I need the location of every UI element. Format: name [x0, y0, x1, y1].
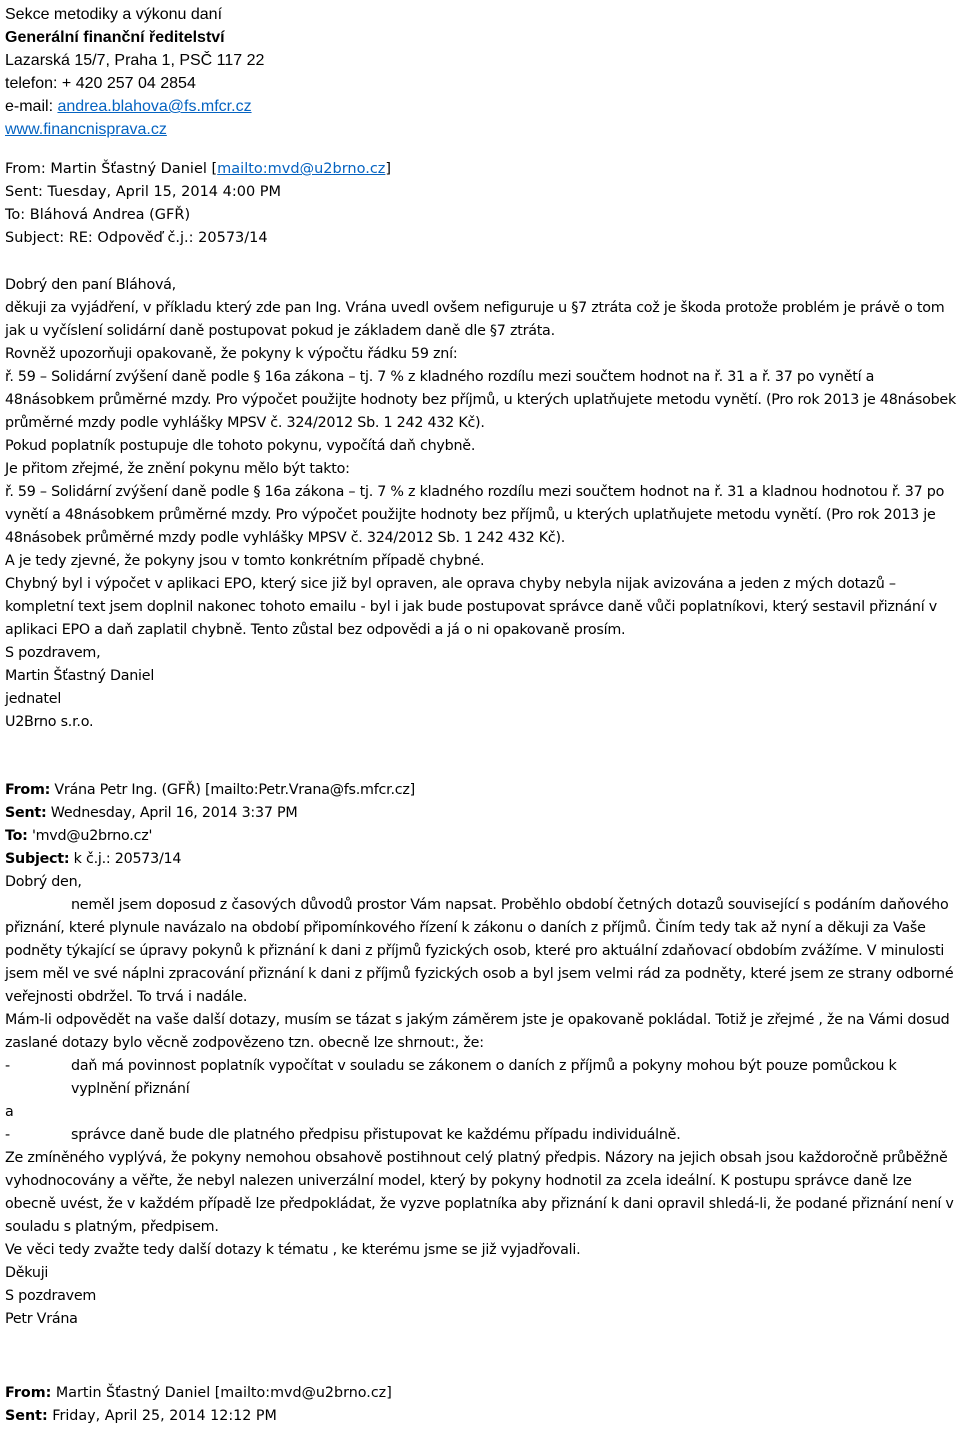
email2 [5, 779, 957, 1331]
email1-paragraph: S pozdravem, [5, 645, 101, 661]
email2-to [5, 825, 957, 848]
email2-sent [5, 802, 957, 825]
email1-paragraph: ř. 59 – Solidární zvýšení daně podle § 16a zákona – tj. 7 % z kladného rozdílu mezi součtem hodnot na ř. 31 a kladnou hodnotou ř. 37 po vynětí a 48násobkem průměrné mzdy. Pro výpočet použijte hodnoty bez příjmů, u kterých uplatňujete metodu vynětí. (Pro rok 2013 je 48násobek průměrné mzdy podle vyhlášky MPSV č. 324/2012 Sb. 1 242 432 Kč). [5, 484, 945, 546]
email3-header [5, 1382, 392, 1428]
email1-paragraph: A je tedy zjevné, že pokyny jsou v tomto konkrétním případě chybné. [5, 553, 485, 569]
email3-sent [5, 1405, 392, 1428]
email2-closing-1: Děkuji [5, 1265, 49, 1281]
email2-and: a [5, 1104, 14, 1120]
email2-closing-2: S pozdravem [5, 1288, 97, 1304]
email2-paragraph-2: Mám-li odpovědět na vaše další dotazy, musím se tázat s jakým záměrem jste je opakovaně pokládal. Totiž je zřejmé , že na Vámi dosud zaslané dotazy bylo věcně zodpovězeno tzn. obecně lze shrnout:, že: [5, 1012, 950, 1051]
email2-sent-label: Sent: [5, 805, 47, 821]
signature-block [5, 3, 264, 141]
bullet-dash: - [5, 1127, 10, 1143]
email2-subject [5, 848, 957, 871]
email3-from-value: Martin Šťastný Daniel [mailto:mvd@u2brno.cz] [51, 1385, 392, 1401]
email1-paragraph: U2Brno s.r.o. [5, 714, 94, 730]
email2-bullet-2 [5, 1124, 957, 1147]
signature-web-link[interactable]: www.financnisprava.cz [5, 121, 167, 138]
email3-from-label: From: [5, 1385, 52, 1401]
signature-phone: telefon: + 420 257 04 2854 [5, 75, 196, 92]
email2-from-label: From: [5, 782, 51, 798]
email1-paragraph: Chybný byl i výpočet v aplikaci EPO, který sice již byl opraven, ale oprava chyby nebyla nijak avizována a jeden z mých dotazů – kompletní text jsem doplnil nakonec tohoto emailu - byl i jak bude postupovat správce daně vůči poplatníkovi, který sestavil přiznání v aplikaci EPO a daň zaplatil chybně. Tento zůstal bez odpovědi a já o ni opakovaně prosím. [5, 576, 937, 638]
bullet-text: správce daně bude dle platného předpisu přistupovat ke každému případu individuálně. [71, 1127, 681, 1143]
email1-paragraph: Je přitom zřejmé, že znění pokynu mělo být takto: [5, 461, 350, 477]
email2-paragraph-3: Ze zmíněného vyplývá, že pokyny nemohou obsahově postihnout celý platný předpis. Názory na jejich obsah jsou každoročně průběžně vyhodnocovány a věřte, že nebyl nalezen univerzální model, který by pokyny hodnotil za zcela ideální. K postupu správce daně lze obecně uvést, že v každém případě lze předpokládat, že vyzve poplatníka aby přiznání k dani opravil shledá-li, že podané přiznání není v souladu s platným, předpisem. [5, 1150, 954, 1235]
email2-subject-value: k č.j.: 20573/14 [69, 851, 182, 867]
email2-to-label: To: [5, 828, 28, 844]
email1-header [5, 158, 391, 250]
email2-to-value: 'mvd@u2brno.cz' [27, 828, 153, 844]
email2-paragraph-1: neměl jsem doposud z časových důvodů prostor Vám napsat. Proběhlo období četných dotazů související s podáním daňového přiznání, které plynule navázalo na období připomínkového řízení k zákonu o daních z příjmů. Činím tedy tak až nyní a děkuji za Vaše podněty týkající se úpravy pokynů k přiznání k dani z příjmů fyzických osob, které pro aktuální zdaňovací obdobím zvážíme. V minulosti jsem měl ve své náplni zpracování přiznání k dani z příjmů fyzických osob a byl jsem velmi rád za podněty, které jsem ze strany odborné veřejnosti obdržel. To trvá i nadále. [5, 897, 954, 1005]
signature-email-prefix: e-mail: [5, 98, 58, 115]
email1-paragraph: jednatel [5, 691, 62, 707]
email2-sent-value: Wednesday, April 16, 2014 3:37 PM [46, 805, 298, 821]
signature-org: Generální finanční ředitelství [5, 29, 225, 46]
email3-sent-value: Friday, April 25, 2014 12:12 PM [47, 1408, 277, 1424]
email1-paragraph: Dobrý den paní Bláhová, [5, 277, 176, 293]
email1-paragraph: ř. 59 – Solidární zvýšení daně podle § 16a zákona – tj. 7 % z kladného rozdílu mezi součtem hodnot na ř. 31 a ř. 37 po vynětí a 48násobkem průměrné mzdy. Pro výpočet použijte hodnoty bez příjmů, u kterých uplatňujete metodu vynětí. (Pro rok 2013 je 48násobek průměrné mzdy podle vyhlášky MPSV č. 324/2012 Sb. 1 242 432 Kč). [5, 369, 957, 431]
email1-from-link[interactable]: mailto:mvd@u2brno.cz [217, 161, 386, 177]
email1-to: To: Bláhová Andrea (GFŘ) [5, 207, 191, 223]
email2-from-value: Vrána Petr Ing. (GFŘ) [mailto:Petr.Vrana@fs.mfcr.cz] [50, 782, 415, 798]
email1-sent: Sent: Tuesday, April 15, 2014 4:00 PM [5, 184, 282, 200]
email1-paragraph: Rovněž upozorňuji opakovaně, že pokyny k výpočtu řádku 59 zní: [5, 346, 458, 362]
email3-from [5, 1382, 392, 1405]
signature-address: Lazarská 15/7, Praha 1, PSČ 117 22 [5, 52, 265, 69]
email1-paragraph: Martin Šťastný Daniel [5, 668, 155, 684]
bullet-text: daň má povinnost poplatník vypočítat v souladu se zákonem o daních z příjmů a pokyny mohou být pouze pomůckou k vyplnění přiznání [71, 1058, 897, 1097]
email1-from-label: From: Martin Šťastný Daniel [ [5, 161, 218, 177]
email1-from-close: ] [385, 161, 392, 177]
email1-subject: Subject: RE: Odpověď č.j.: 20573/14 [5, 230, 268, 246]
email2-bullet-1 [5, 1055, 957, 1101]
email2-from [5, 779, 957, 802]
signature-email-link[interactable]: andrea.blahova@fs.mfcr.cz [57, 98, 252, 115]
email2-closing-3: Petr Vrána [5, 1311, 78, 1327]
bullet-dash: - [5, 1058, 10, 1074]
email2-subject-label: Subject: [5, 851, 70, 867]
email1-body [5, 274, 957, 734]
email1-paragraph: Pokud poplatník postupuje dle tohoto pokynu, vypočítá daň chybně. [5, 438, 476, 454]
email3-sent-label: Sent: [5, 1408, 48, 1424]
email2-greeting: Dobrý den, [5, 874, 82, 890]
email2-paragraph-4: Ve věci tedy zvažte tedy další dotazy k tématu , ke kterému jsme se již vyjadřovali. [5, 1242, 581, 1258]
signature-dept: Sekce metodiky a výkonu daní [5, 6, 223, 23]
email1-paragraph: děkuji za vyjádření, v příkladu který zde pan Ing. Vrána uvedl ovšem nefiguruje u §7 ztráta což je škoda protože problém je právě o tom jak u vyčíslení solidární daně postupovat pokud je základem daně dle §7 ztráta. [5, 300, 945, 339]
